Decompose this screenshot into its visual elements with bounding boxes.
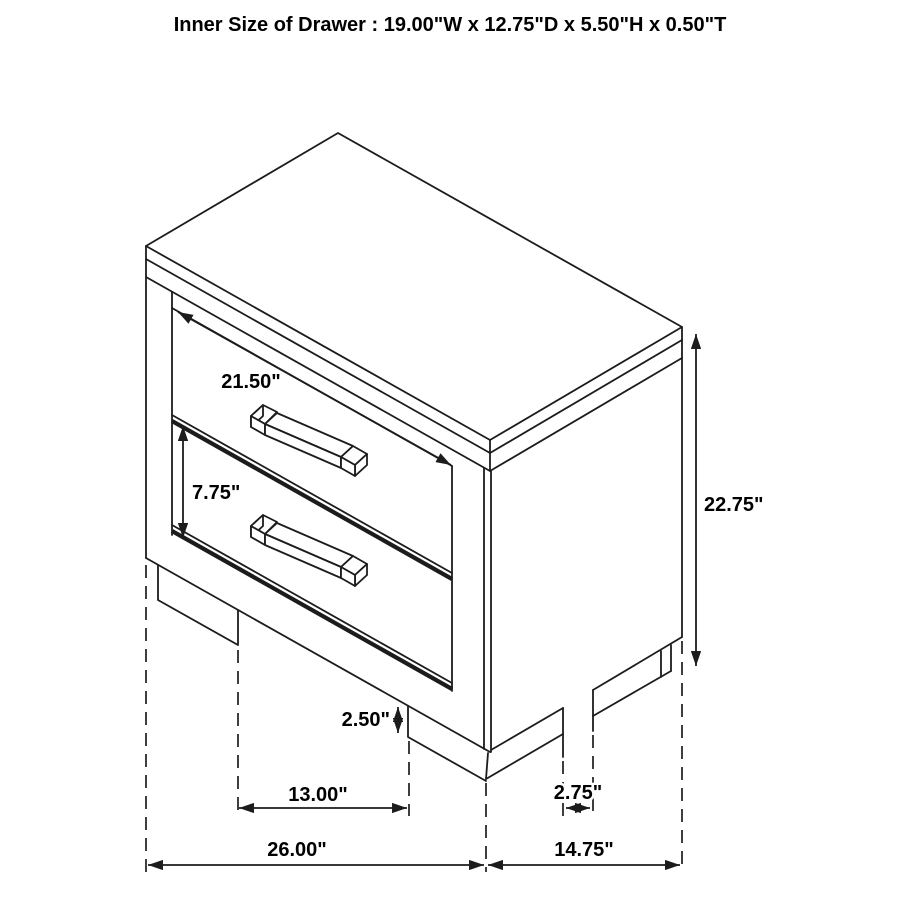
front-left-foot xyxy=(158,565,238,645)
plinth-top-edge xyxy=(146,558,490,752)
drawer-2-handle xyxy=(251,515,367,586)
nightstand-outline xyxy=(146,133,682,781)
dimension-side-foot-cutout xyxy=(554,782,602,808)
dimension-front-foot-cutout xyxy=(239,784,407,808)
front-foot-cutout-label: 13.00" xyxy=(288,784,348,806)
dimension-overall-depth xyxy=(488,839,680,865)
side-foot-cutout-label: 2.75" xyxy=(553,782,603,804)
drawing-title: Inner Size of Drawer : 19.00"W x 12.75"D x 5.50"H x 0.50"T xyxy=(173,14,727,36)
drawer-1-handle xyxy=(251,405,367,476)
dimension-foot-height xyxy=(342,707,398,733)
front-face xyxy=(146,292,490,752)
dimension-overall-height xyxy=(696,334,764,666)
extension-lines xyxy=(146,565,682,872)
top-face xyxy=(146,133,682,471)
overall-depth-label: 14.75" xyxy=(554,839,614,861)
dimension-overall-width xyxy=(148,839,484,865)
side-plinth xyxy=(486,637,682,779)
overall-width-label: 26.00" xyxy=(267,839,327,861)
foot-height-label: 2.50" xyxy=(341,709,390,731)
drawer-front-height-label: 7.75" xyxy=(192,482,241,504)
overall-height-label: 22.75" xyxy=(704,494,764,516)
drawer-face-width-label: 21.50" xyxy=(221,371,281,393)
front-right-corner xyxy=(484,468,491,752)
